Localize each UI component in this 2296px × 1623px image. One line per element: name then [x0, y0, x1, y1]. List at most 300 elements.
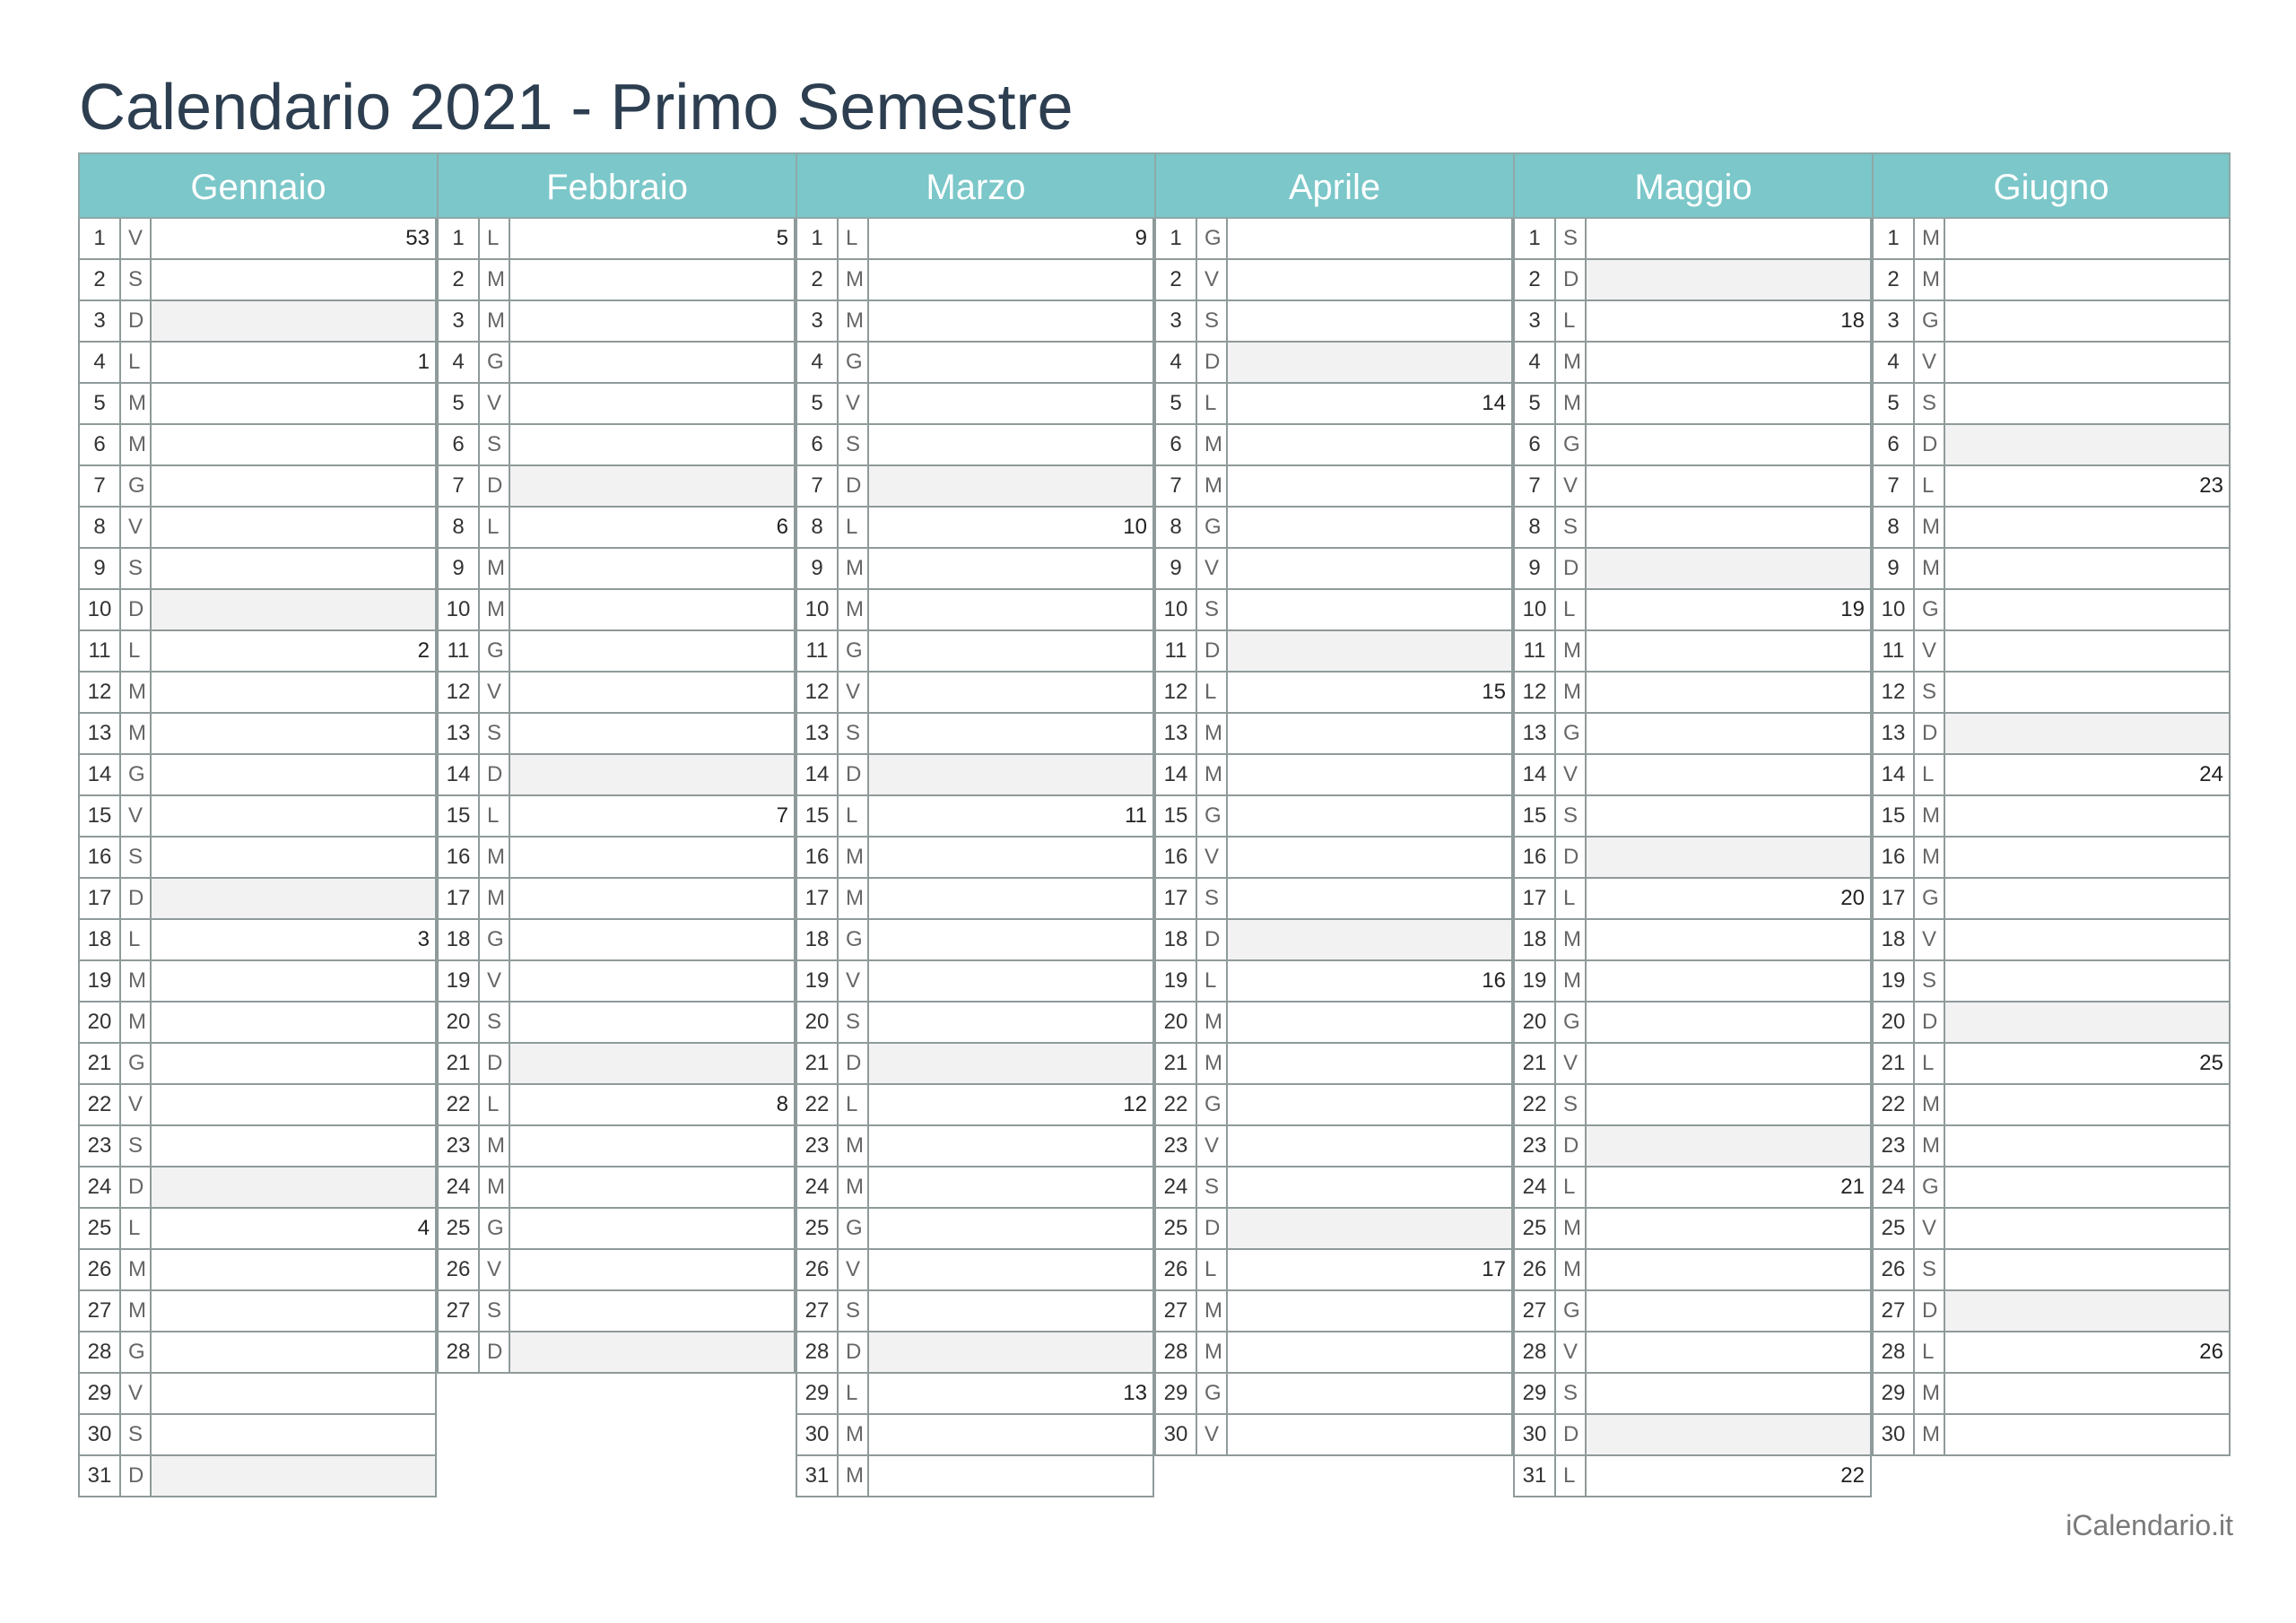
note-cell [1228, 755, 1513, 794]
weekday-letter: S [121, 838, 152, 877]
weekday-letter: D [1197, 920, 1228, 959]
weekday-letter: D [839, 1332, 869, 1372]
day-number: 31 [1515, 1456, 1556, 1496]
week-number: 14 [1482, 391, 1506, 415]
weekday-letter: G [1915, 301, 1945, 341]
weekday-letter: M [839, 301, 869, 341]
day-row [78, 714, 437, 755]
day-number: 19 [1156, 961, 1197, 1001]
weekday-letter: V [1915, 1209, 1945, 1248]
day-number: 1 [1156, 219, 1197, 258]
week-number: 12 [1123, 1092, 1147, 1116]
weekday-letter: S [1197, 1167, 1228, 1207]
day-row [437, 549, 796, 590]
note-cell [869, 1374, 1154, 1413]
day-number: 24 [797, 1167, 839, 1207]
day-row [1154, 796, 1513, 838]
day-row [1154, 1415, 1513, 1456]
day-number: 12 [1515, 673, 1556, 712]
weekday-letter: V [121, 1374, 152, 1413]
day-number: 19 [80, 961, 121, 1001]
day-row [1154, 838, 1513, 879]
note-cell [510, 508, 796, 547]
day-row [796, 755, 1154, 796]
weekday-letter: L [1915, 1044, 1945, 1083]
day-row [1154, 1044, 1513, 1085]
day-row [78, 920, 437, 961]
day-number: 30 [1156, 1415, 1197, 1454]
note-cell [869, 961, 1154, 1001]
month-giugno [1872, 152, 2231, 1497]
note-cell [1228, 1332, 1513, 1372]
weekday-letter: M [1915, 260, 1945, 299]
note-cell [869, 673, 1154, 712]
weekday-letter: D [121, 301, 152, 341]
day-row [1154, 590, 1513, 631]
note-cell [152, 879, 437, 918]
day-number: 2 [1156, 260, 1197, 299]
day-row [1513, 755, 1872, 796]
day-row [78, 961, 437, 1002]
weekday-letter: G [1197, 1374, 1228, 1413]
day-row [1513, 425, 1872, 466]
week-number: 18 [1840, 308, 1865, 333]
note-cell [152, 1002, 437, 1042]
day-row [1513, 384, 1872, 425]
note-cell [1228, 961, 1513, 1001]
day-number: 11 [797, 631, 839, 671]
day-number: 11 [1874, 631, 1915, 671]
month-maggio [1513, 152, 1872, 1497]
day-number: 19 [1515, 961, 1556, 1001]
note-cell [152, 1332, 437, 1372]
day-number: 20 [1515, 1002, 1556, 1042]
day-number: 6 [1874, 425, 1915, 464]
day-number: 30 [80, 1415, 121, 1454]
day-number: 17 [1874, 879, 1915, 918]
day-row [437, 673, 796, 714]
week-number: 16 [1482, 968, 1506, 993]
weekday-letter: G [121, 1332, 152, 1372]
weekday-letter: V [839, 384, 869, 423]
day-number: 21 [439, 1044, 480, 1083]
note-cell [152, 1085, 437, 1124]
note-cell [1587, 1332, 1872, 1372]
note-cell [510, 549, 796, 588]
week-number: 21 [1840, 1175, 1865, 1199]
note-cell [1228, 1167, 1513, 1207]
week-number: 7 [776, 803, 788, 828]
weekday-letter: S [1915, 384, 1945, 423]
note-cell [152, 301, 437, 341]
day-row [796, 714, 1154, 755]
day-number: 15 [439, 796, 480, 836]
weekday-letter: M [1556, 384, 1587, 423]
day-number: 23 [1874, 1126, 1915, 1166]
day-number: 18 [439, 920, 480, 959]
day-number: 14 [1156, 755, 1197, 794]
day-row [1154, 1291, 1513, 1332]
day-number: 27 [80, 1291, 121, 1331]
note-cell [510, 1167, 796, 1207]
day-row [78, 384, 437, 425]
weekday-letter: M [1915, 796, 1945, 836]
weekday-letter: G [121, 755, 152, 794]
day-row [1154, 301, 1513, 343]
day-row [796, 219, 1154, 260]
week-number: 20 [1840, 886, 1865, 910]
day-number: 9 [1515, 549, 1556, 588]
day-row [1154, 260, 1513, 301]
day-row [1154, 1085, 1513, 1126]
weekday-letter: M [839, 1126, 869, 1166]
day-row [437, 838, 796, 879]
weekday-letter: D [121, 590, 152, 629]
note-cell [152, 1415, 437, 1454]
day-row [78, 1085, 437, 1126]
note-cell [1945, 1085, 2231, 1124]
weekday-letter: G [1556, 1002, 1587, 1042]
week-number: 23 [2199, 473, 2223, 498]
weekday-letter: S [839, 1291, 869, 1331]
day-number: 27 [1156, 1291, 1197, 1331]
day-number: 22 [439, 1085, 480, 1124]
note-cell [1587, 301, 1872, 341]
day-row [1513, 260, 1872, 301]
note-cell [869, 1044, 1154, 1083]
weekday-letter: V [1915, 631, 1945, 671]
weekday-letter: V [1556, 755, 1587, 794]
weekday-letter: M [839, 1456, 869, 1496]
day-row [1154, 631, 1513, 673]
day-number: 14 [797, 755, 839, 794]
day-row [1872, 796, 2231, 838]
weekday-letter: L [839, 1085, 869, 1124]
day-row [1154, 920, 1513, 961]
weekday-letter: D [121, 1456, 152, 1496]
note-cell [1228, 920, 1513, 959]
day-number: 5 [1156, 384, 1197, 423]
day-number: 11 [1515, 631, 1556, 671]
note-cell [1945, 755, 2231, 794]
day-number: 30 [797, 1415, 839, 1454]
weekday-letter: S [1556, 219, 1587, 258]
day-number: 14 [1874, 755, 1915, 794]
note-cell [1945, 590, 2231, 629]
day-number: 7 [80, 466, 121, 506]
day-number: 2 [1515, 260, 1556, 299]
weekday-letter: V [1197, 1126, 1228, 1166]
weekday-letter: G [1197, 796, 1228, 836]
weekday-letter: M [1197, 1002, 1228, 1042]
day-number: 14 [1515, 755, 1556, 794]
day-number: 1 [797, 219, 839, 258]
note-cell [1587, 879, 1872, 918]
weekday-letter: D [1556, 549, 1587, 588]
weekday-letter: S [1915, 1250, 1945, 1289]
weekday-letter: D [839, 466, 869, 506]
note-cell [869, 1085, 1154, 1124]
weekday-letter: G [480, 343, 510, 382]
note-cell [869, 1126, 1154, 1166]
note-cell [152, 1044, 437, 1083]
weekday-letter: V [480, 673, 510, 712]
month-marzo [796, 152, 1154, 1497]
day-row [1154, 1374, 1513, 1415]
weekday-letter: L [1915, 755, 1945, 794]
weekday-letter: M [839, 590, 869, 629]
weekday-letter: V [839, 673, 869, 712]
note-cell [1587, 1002, 1872, 1042]
day-number: 16 [1874, 838, 1915, 877]
weekday-letter: M [1915, 1374, 1945, 1413]
day-number: 7 [439, 466, 480, 506]
weekday-letter: M [121, 1002, 152, 1042]
weekday-letter: M [1197, 1332, 1228, 1372]
day-number: 25 [80, 1209, 121, 1248]
day-number: 28 [80, 1332, 121, 1372]
day-row [1154, 508, 1513, 549]
weekday-letter: S [839, 425, 869, 464]
note-cell [152, 1456, 437, 1496]
note-cell [1228, 425, 1513, 464]
weekday-letter: D [1556, 1126, 1587, 1166]
month-header: Febbraio [437, 152, 796, 219]
weekday-letter: G [1197, 508, 1228, 547]
day-number: 8 [797, 508, 839, 547]
weekday-letter: G [121, 466, 152, 506]
note-cell [1945, 879, 2231, 918]
day-number: 8 [80, 508, 121, 547]
note-cell [152, 260, 437, 299]
note-cell [1228, 631, 1513, 671]
note-cell [1945, 1250, 2231, 1289]
day-number: 26 [1874, 1250, 1915, 1289]
note-cell [1945, 1374, 2231, 1413]
note-cell [1587, 1374, 1872, 1413]
weekday-letter: M [121, 714, 152, 753]
note-cell [869, 796, 1154, 836]
note-cell [1228, 796, 1513, 836]
weekday-letter: G [1556, 1291, 1587, 1331]
day-row [78, 1374, 437, 1415]
day-row [78, 1415, 437, 1456]
day-number: 16 [1515, 838, 1556, 877]
note-cell [1228, 1209, 1513, 1248]
weekday-letter: M [839, 879, 869, 918]
week-number: 3 [417, 927, 430, 951]
note-cell [1587, 1250, 1872, 1289]
note-cell [1228, 1126, 1513, 1166]
day-number: 8 [1874, 508, 1915, 547]
day-row [78, 508, 437, 549]
weekday-letter: V [480, 384, 510, 423]
day-number: 17 [439, 879, 480, 918]
day-number: 24 [80, 1167, 121, 1207]
day-row [1872, 384, 2231, 425]
day-row [437, 590, 796, 631]
note-cell [152, 920, 437, 959]
day-row [78, 1291, 437, 1332]
weekday-letter: V [1915, 343, 1945, 382]
day-row [1513, 714, 1872, 755]
note-cell [1228, 590, 1513, 629]
note-cell [510, 796, 796, 836]
weekday-letter: S [1197, 301, 1228, 341]
weekday-letter: V [121, 1085, 152, 1124]
day-number: 4 [1515, 343, 1556, 382]
day-number: 5 [1515, 384, 1556, 423]
day-number: 28 [1874, 1332, 1915, 1372]
day-number: 26 [797, 1250, 839, 1289]
note-cell [1587, 466, 1872, 506]
note-cell [1945, 1332, 2231, 1372]
day-row [796, 1044, 1154, 1085]
weekday-letter: G [1197, 1085, 1228, 1124]
note-cell [152, 219, 437, 258]
day-number: 11 [439, 631, 480, 671]
day-row [1513, 1085, 1872, 1126]
note-cell [1228, 466, 1513, 506]
day-row [796, 796, 1154, 838]
day-number: 1 [80, 219, 121, 258]
note-cell [1587, 961, 1872, 1001]
day-number: 27 [439, 1291, 480, 1331]
day-number: 30 [1874, 1415, 1915, 1454]
day-number: 3 [1515, 301, 1556, 341]
day-number: 10 [1515, 590, 1556, 629]
note-cell [869, 838, 1154, 877]
note-cell [869, 1002, 1154, 1042]
note-cell [1945, 1167, 2231, 1207]
day-row [1154, 879, 1513, 920]
weekday-letter: V [121, 508, 152, 547]
semester-calendar [78, 152, 2231, 1497]
note-cell [1587, 631, 1872, 671]
weekday-letter: V [121, 219, 152, 258]
day-number: 18 [797, 920, 839, 959]
day-row [796, 1085, 1154, 1126]
day-row [437, 755, 796, 796]
note-cell [152, 838, 437, 877]
note-cell [1228, 1374, 1513, 1413]
day-row [796, 425, 1154, 466]
weekday-letter: G [839, 343, 869, 382]
day-row [437, 425, 796, 466]
note-cell [510, 590, 796, 629]
day-row [1872, 1374, 2231, 1415]
weekday-letter: L [480, 1085, 510, 1124]
weekday-letter: L [839, 219, 869, 258]
weekday-letter: D [1556, 838, 1587, 877]
weekday-letter: M [1197, 466, 1228, 506]
note-cell [869, 755, 1154, 794]
note-cell [152, 796, 437, 836]
weekday-letter: G [839, 1209, 869, 1248]
weekday-letter: S [480, 425, 510, 464]
day-row [437, 1126, 796, 1167]
day-row [78, 1044, 437, 1085]
weekday-letter: L [1556, 1456, 1587, 1496]
weekday-letter: V [1556, 1332, 1587, 1372]
weekday-letter: V [839, 1250, 869, 1289]
note-cell [152, 755, 437, 794]
day-number: 4 [439, 343, 480, 382]
note-cell [152, 1209, 437, 1248]
note-cell [1587, 384, 1872, 423]
day-number: 1 [439, 219, 480, 258]
day-number: 2 [797, 260, 839, 299]
weekday-letter: L [839, 508, 869, 547]
week-number: 17 [1482, 1257, 1506, 1281]
day-number: 26 [1515, 1250, 1556, 1289]
day-row [796, 508, 1154, 549]
note-cell [1945, 920, 2231, 959]
day-row [1872, 1085, 2231, 1126]
weekday-letter: M [1915, 1085, 1945, 1124]
day-number: 13 [439, 714, 480, 753]
weekday-letter: D [1556, 1415, 1587, 1454]
note-cell [1228, 838, 1513, 877]
day-number: 1 [1874, 219, 1915, 258]
day-row [1513, 796, 1872, 838]
weekday-letter: M [480, 1126, 510, 1166]
day-number: 13 [1515, 714, 1556, 753]
day-row [1154, 1126, 1513, 1167]
weekday-letter: V [1556, 466, 1587, 506]
day-row [1872, 1209, 2231, 1250]
weekday-letter: G [1556, 714, 1587, 753]
weekday-letter: M [1915, 508, 1945, 547]
day-number: 1 [1515, 219, 1556, 258]
day-number: 8 [1156, 508, 1197, 547]
weekday-letter: L [480, 508, 510, 547]
note-cell [1945, 1002, 2231, 1042]
week-number: 1 [417, 350, 430, 374]
day-row [1513, 1374, 1872, 1415]
note-cell [869, 1209, 1154, 1248]
day-row [437, 1291, 796, 1332]
weekday-letter: V [839, 961, 869, 1001]
day-number: 14 [439, 755, 480, 794]
day-row [1513, 1332, 1872, 1374]
weekday-letter: M [1915, 549, 1945, 588]
weekday-letter: L [839, 796, 869, 836]
weekday-letter: M [1915, 1415, 1945, 1454]
note-cell [510, 301, 796, 341]
weekday-letter: M [839, 1167, 869, 1207]
weekday-letter: M [121, 961, 152, 1001]
day-row [1513, 466, 1872, 508]
note-cell [869, 714, 1154, 753]
weekday-letter: G [1556, 425, 1587, 464]
day-row [437, 1085, 796, 1126]
note-cell [1945, 260, 2231, 299]
day-number: 9 [1156, 549, 1197, 588]
day-row [1872, 549, 2231, 590]
day-row [78, 549, 437, 590]
day-row [1513, 1167, 1872, 1209]
note-cell [510, 466, 796, 506]
day-number: 8 [1515, 508, 1556, 547]
day-row [437, 1167, 796, 1209]
weekday-letter: M [1915, 219, 1945, 258]
weekday-letter: G [480, 920, 510, 959]
day-number: 8 [439, 508, 480, 547]
day-row [1513, 920, 1872, 961]
weekday-letter: V [1197, 838, 1228, 877]
day-row [1872, 508, 2231, 549]
